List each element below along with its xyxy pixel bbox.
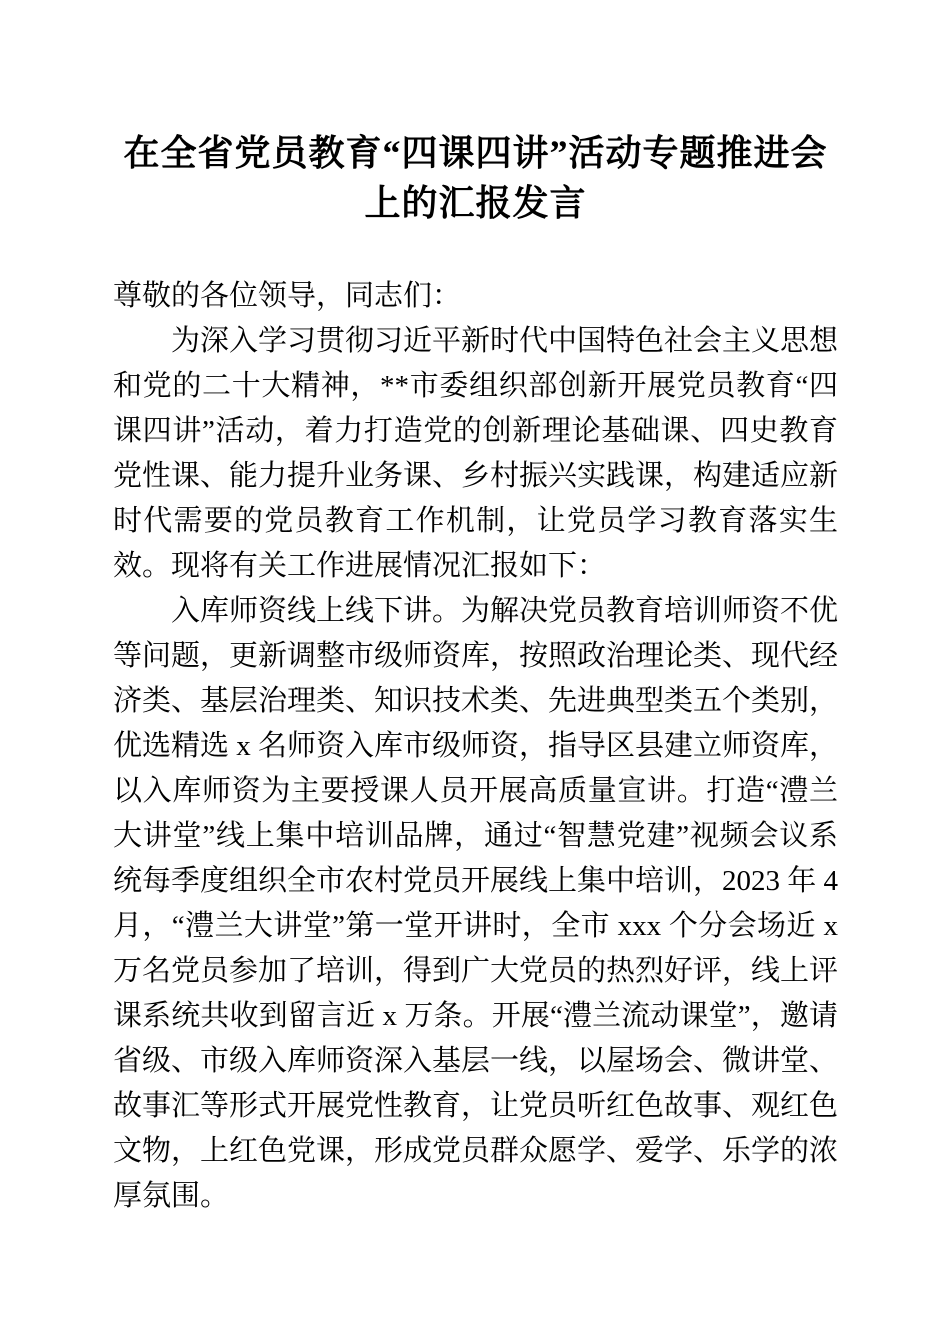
body-paragraph: 入库师资线上线下讲。为解决党员教育培训师资不优等问题，更新调整市级师资库，按照政治理论类、现代经济类、基层治理类、知识技术类、先进典型类五个类别，优选精选 x 名师资入库市级师资，指导区县建立师资库，以入库师资为主要授课人员开展高质量宣讲。打造“澧兰大讲堂”线上集中培训品牌，通过“智慧党建”视频会议系统每季度组织全市农村党员开展线上集中培训，2023 年 4 月，“澧兰大讲堂”第一堂开讲时，全市 xxx 个分会场近 x 万名党员参加了培训，得到广大党员的热烈好评，线上评课系统共收到留言近 x 万条。开展“澧兰流动课堂”，邀请省级、市级入库师资深入基层一线，以屋场会、微讲堂、故事汇等形式开展党性教育，让党员听红色故事、观红色文物，上红色党课，形成党员群众愿学、爱学、乐学的浓厚氛围。 bbox=[113, 595, 839, 1212]
body-paragraphs bbox=[113, 319, 838, 1219]
document-body bbox=[113, 274, 838, 1219]
salutation-line: 尊敬的各位领导，同志们： bbox=[113, 280, 462, 312]
body-paragraph: 为深入学习贯彻习近平新时代中国特色社会主义思想和党的二十大精神，**市委组织部创新开展党员教育“四课四讲”活动，着力打造党的创新理论基础课、四史教育党性课、能力提升业务课、乡村振兴实践课，构建适应新时代需要的党员教育工作机制，让党员学习教育落实生效。现将有关工作进展情况汇报如下： bbox=[113, 325, 839, 582]
document-title: 在全省党员教育“四课四讲”活动专题推进会上的汇报发言 bbox=[123, 133, 828, 223]
